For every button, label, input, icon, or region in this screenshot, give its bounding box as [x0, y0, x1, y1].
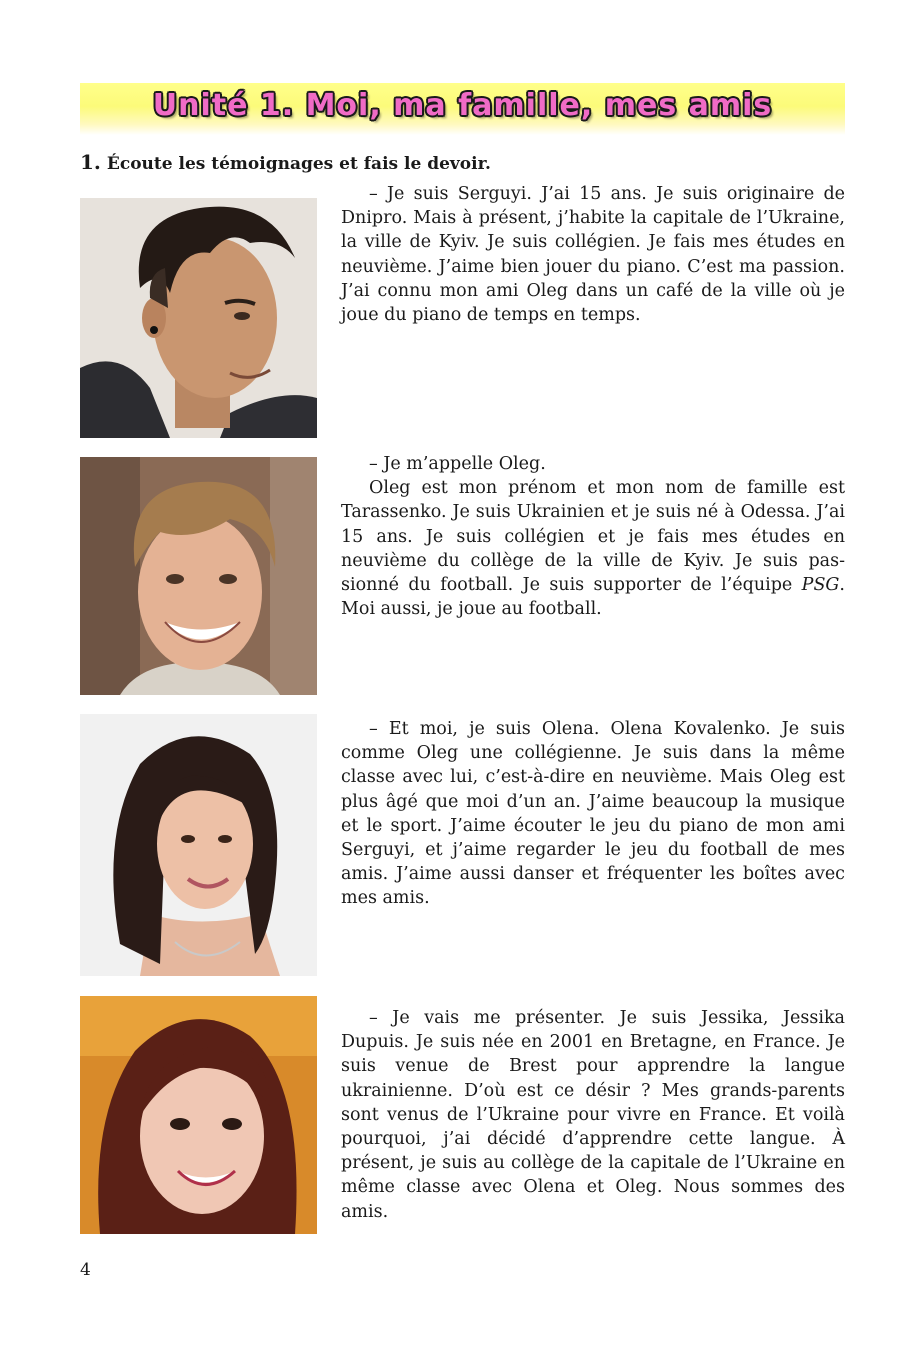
photo-boy-blond: [80, 457, 317, 695]
exercise-instruction: Écoute les témoignages et fais le devoir.: [106, 154, 491, 174]
testimony-3: [341, 717, 845, 911]
photo-boy-quiff: [80, 198, 317, 438]
unit-banner: [80, 83, 845, 135]
unit-title: Unité 1. Moi, ma famille, mes amis: [152, 88, 773, 123]
testimony-paragraph: – Et moi, je suis Olena. Olena Kovalenko. Je suis comme Oleg une collégienne. Je suis dans la même classe avec lui, c’est-à-dire en neuvième. Mais Oleg est plus âgé que moi d’un an. J’aime beaucoup la musique et le sport. J’aime écouter le jeu du piano de mon ami Serguyi, et j’aime regarder le jeu du football de mes amis. J’aime aussi danser et fréquenter les boîtes avec mes amis.: [341, 719, 845, 909]
team-name: PSG: [801, 575, 840, 596]
testimony-4: [341, 1006, 845, 1224]
page-number: 4: [80, 1260, 91, 1280]
exercise-heading: [80, 150, 491, 174]
testimony-paragraph: Oleg est mon prénom et mon nom de famille est Tarassenko. Je suis Ukrainien et je suis né à Odessa. J’ai 15 ans. Je suis collégien et je fais mes études en neuvième du collège de la ville de Kyiv. Je suis passionné du football. Je suis supporter de l’équipe PSG. Moi aussi, je joue au football.: [341, 478, 845, 620]
testimony-2: [341, 452, 845, 621]
exercise-number: 1.: [80, 150, 101, 174]
testimony-paragraph: – Je vais me présenter. Je suis Jessika, Jessika Dupuis. Je suis née en 2001 en Bretagne, en France. Je suis venue de Brest pour apprendre la langue ukrainienne. D’où est ce désir ? Mes grands-parents sont venus de l’Ukraine pour vivre en France. Et voilà pourquoi, j’ai décidé d’apprendre cette langue. À présent, je suis au collège de la capitale de l’Ukraine en même classe avec Olena et Oleg. Nous sommes des amis.: [341, 1008, 845, 1222]
testimony-1: [341, 182, 845, 327]
photo-girl-dark-hair: [80, 714, 317, 976]
photo-girl-red-hair: [80, 996, 317, 1234]
testimony-paragraph: – Je m’appelle Oleg.: [369, 454, 546, 474]
testimony-paragraph: – Je suis Serguyi. J’ai 15 ans. Je suis originaire de Dnipro. Mais à présent, j’habite la capitale de l’Ukraine, la ville de Kyiv. Je suis collégien. Je fais mes études en neuvième. J’aime bien jouer du piano. C’est ma passion. J’ai connu mon ami Oleg dans un café de la ville où je joue du piano de temps en temps.: [341, 184, 845, 326]
